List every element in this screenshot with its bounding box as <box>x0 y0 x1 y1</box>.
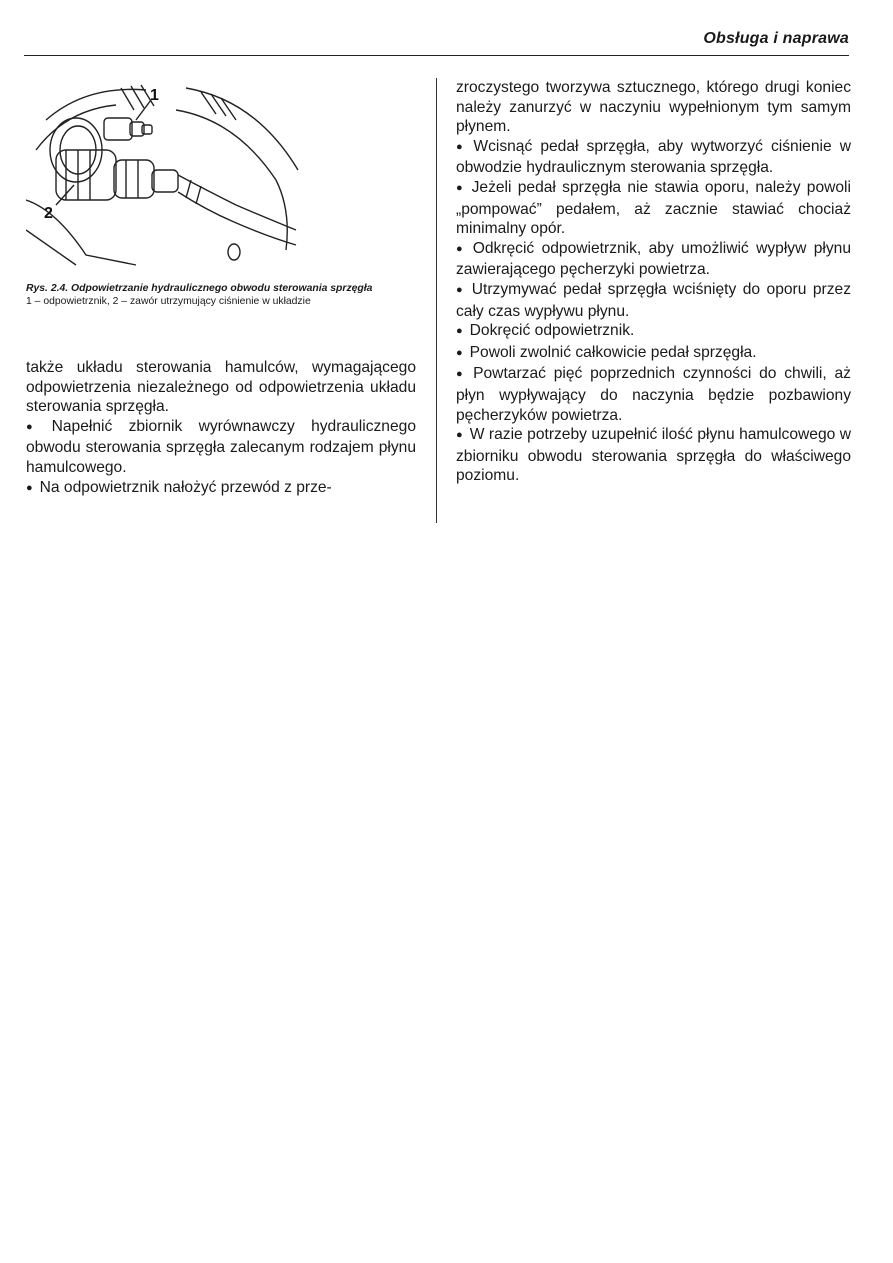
right-bullet-text: Utrzymywać pedał sprzęgła wciśnięty do oporu przez cały czas wypływu płynu. <box>456 280 851 320</box>
figure-callout-2: 2 <box>44 205 53 222</box>
column-divider <box>436 78 437 523</box>
right-bullet-item <box>456 239 851 280</box>
right-bullet-text: Powoli zwolnić całkowicie pedał sprzęgła. <box>469 343 757 361</box>
right-bullet-item <box>456 321 851 343</box>
left-bullet-item <box>26 478 416 500</box>
left-bullet-item <box>26 417 416 478</box>
right-column <box>456 78 851 486</box>
right-bullet-text: Odkręcić odpowietrznik, aby umożliwić wypływ płynu zawierającego pęcherzyki powietrza. <box>456 239 851 279</box>
bullet-icon <box>26 418 52 435</box>
right-bullet-text: Wcisnąć pedał sprzęgła, aby wytworzyć ciśnienie w obwodzie hydraulicznym sterowania sprzęgła. <box>456 137 851 177</box>
figure-clutch-bleeding <box>26 80 308 270</box>
figure-caption <box>26 282 421 308</box>
left-bullet-text: Na odpowietrznik nałożyć przewód z prze- <box>39 478 332 496</box>
bullet-icon <box>456 138 473 155</box>
caption-title: Rys. 2.4. Odpowietrzanie hydraulicznego obwodu sterowania sprzęgła <box>26 283 373 294</box>
bullet-icon <box>456 426 470 443</box>
bullet-icon <box>456 344 470 361</box>
right-bullet-item <box>456 425 851 486</box>
right-bullet-text: Jeżeli pedał sprzęgła nie stawia oporu, należy powoli „pompować” pedałem, aż zacznie stawiać chociaż minimalny opór. <box>456 178 851 238</box>
left-paragraph: także układu sterowania hamulców, wymagającego odpowietrzenia niezależnego od odpowietrzenia układu sterowania sprzęgła. <box>26 359 416 416</box>
bullet-icon <box>456 179 472 196</box>
right-bullet-item <box>456 178 851 239</box>
bullet-icon <box>456 322 470 339</box>
left-column <box>26 358 416 499</box>
bullet-icon <box>456 281 472 298</box>
left-bullet-text: Napełnić zbiornik wyrównawczy hydraulicznego obwodu sterowania sprzęgła zalecanym rodzajem płynu hamulcowego. <box>26 417 416 476</box>
right-bullet-item <box>456 280 851 321</box>
right-bullet-text: W razie potrzeby uzupełnić ilość płynu hamulcowego w zbiorniku obwodu sterowania sprzęgła do właściwego poziomu. <box>456 426 851 485</box>
header-rule <box>24 55 849 56</box>
right-paragraph: zroczystego tworzywa sztucznego, którego drugi koniec należy zanurzyć w naczyniu wypełnionym tym samym płynem. <box>456 79 851 136</box>
caption-legend: 1 – odpowietrznik, 2 – zawór utrzymujący ciśnienie w układzie <box>26 296 311 307</box>
page-header-title: Obsługa i naprawa <box>703 30 849 47</box>
figure-callout-1: 1 <box>150 87 159 104</box>
right-bullet-text: Powtarzać pięć poprzednich czynności do chwili, aż płyn wypływający do naczynia będzie pozbawiony pęcherzyków powietrza. <box>456 365 851 424</box>
right-bullet-item <box>456 364 851 425</box>
bullet-icon <box>456 365 473 382</box>
bullet-icon <box>456 240 473 257</box>
right-bullet-item <box>456 343 851 365</box>
clutch-bleeder-illustration <box>26 80 308 270</box>
bullet-icon <box>26 479 40 496</box>
right-bullet-item <box>456 137 851 178</box>
right-bullet-text: Dokręcić odpowietrznik. <box>469 322 635 340</box>
